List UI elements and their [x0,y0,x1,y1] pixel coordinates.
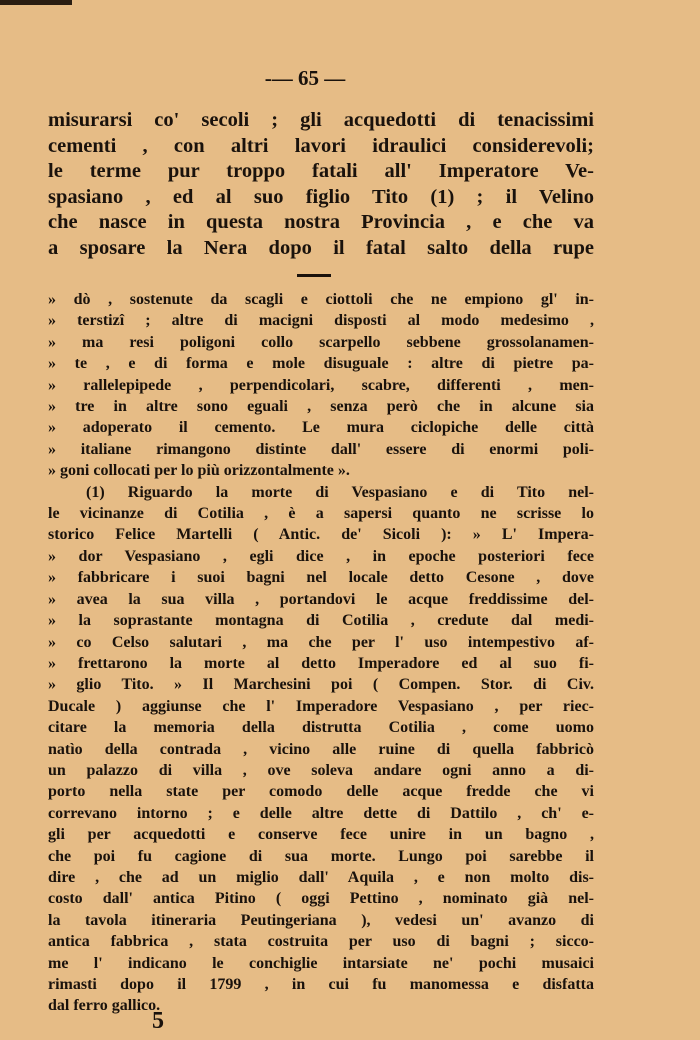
text-line: » tre in altre sono eguali , senza però che in alcune sia [48,398,594,416]
main-text [48,108,594,262]
text-line: » co Celso salutari , ma che per l' uso intempestivo af- [48,633,594,651]
text-line: » ma resi poligoni collo scarpello sebbene grossolanamen- [48,333,594,351]
text-line: (1) Riguardo la morte di Vespasiano e di Tito nel- [86,483,594,501]
text-line: che poi fu cagione di sua morte. Lungo poi sarebbe il [48,847,594,865]
text-line: » adoperato il cemento. Le mura ciclopiche delle città [48,419,594,437]
text-line: porto nella state per comodo delle acque fredde che vi [48,783,594,801]
text-line: le terme pur troppo fatali all' Imperatore Ve- [48,160,594,183]
text-line: » dò , sostenute da scagli e ciottoli che ne empiono gl' in- [48,291,594,308]
scan-edge-mark [0,0,72,5]
text-line: » terstizî ; altre di macigni disposti al modo medesimo , [48,312,594,330]
text-line: me l' indicano le conchiglie intarsiate ne' pochi musaici [48,954,594,972]
text-line: le vicinanze di Cotilia , è a sapersi quanto ne scrisse lo [48,505,594,523]
text-line: rimasti dopo il 1799 , in cui fu manomessa e disfatta [48,976,594,993]
text-line: » avea la sua villa , portandovi le acque freddissime del- [48,590,594,608]
text-line: un palazzo di villa , ove soleva andare ogni anno a di- [48,761,594,779]
text-line: costo dall' antica Pitino ( oggi Pettino , nominato già nel- [48,890,594,908]
text-line: » frettarono la morte al detto Imperadore ed al suo fi- [48,654,594,672]
text-line: » glio Tito. » Il Marchesini poi ( Compen. Stor. di Civ. [48,676,594,694]
text-line: antica fabbrica , stata costruita per uso di bagni ; sicco- [48,933,594,951]
text-line: spasiano , ed al suo figlio Tito (1) ; il Velino [48,185,594,208]
text-line: che nasce in questa nostra Provincia , e che va [48,211,594,234]
page-number: -— 65 — [264,66,346,90]
text-line: » italiane rimangono distinte dall' essere di enormi poli- [48,440,594,458]
text-line: dire , che ad un miglio dall' Aquila , e non molto dis- [48,868,594,886]
text-line: cementi , con altri lavori idraulici considerevoli; [48,134,594,157]
text-line: natìo della contrada , vicino alle ruine di quella fabbricò [48,740,594,758]
text-line: gli per acquedotti e conserve fece unire in un bagno , [48,826,594,844]
text-line: » rallelepipede , perpendicolari, scabre, differenti , men- [48,376,594,394]
text-line: » fabbricare i suoi bagni nel locale detto Cesone , dove [48,569,594,587]
text-line: a sposare la Nera dopo il fatal salto della rupe [48,236,594,259]
text-line: correvano intorno ; e delle altre dette di Dattilo , ch' e- [48,804,594,822]
text-line: » te , e di forma e mole disuguale : altre di pietre pa- [48,355,594,373]
text-line: dal ferro gallico. [48,997,161,1015]
text-line: misurarsi co' secoli ; gli acquedotti di tenacissimi [48,109,594,131]
text-line: storico Felice Martelli ( Antic. de' Sicoli ): » L' Impera- [48,526,594,544]
text-line: » la soprastante montagna di Cotilia , credute dal medi- [48,612,594,630]
text-line: » goni collocati per lo più orizzontalmente ». [48,462,350,480]
signature-mark: 5 [152,1008,164,1034]
text-line: Ducale ) aggiunse che l' Imperadore Vespasiano , per riec- [48,697,594,715]
footnote-separator [297,274,331,277]
text-line: citare la memoria della distrutta Cotilia , come uomo [48,719,594,737]
text-line: » dor Vespasiano , egli dice , in epoche posteriori fece [48,547,594,565]
text-line: la tavola itineraria Peutingeriana ), vedesi un' avanzo di [48,911,594,929]
footnotes [48,289,594,1017]
